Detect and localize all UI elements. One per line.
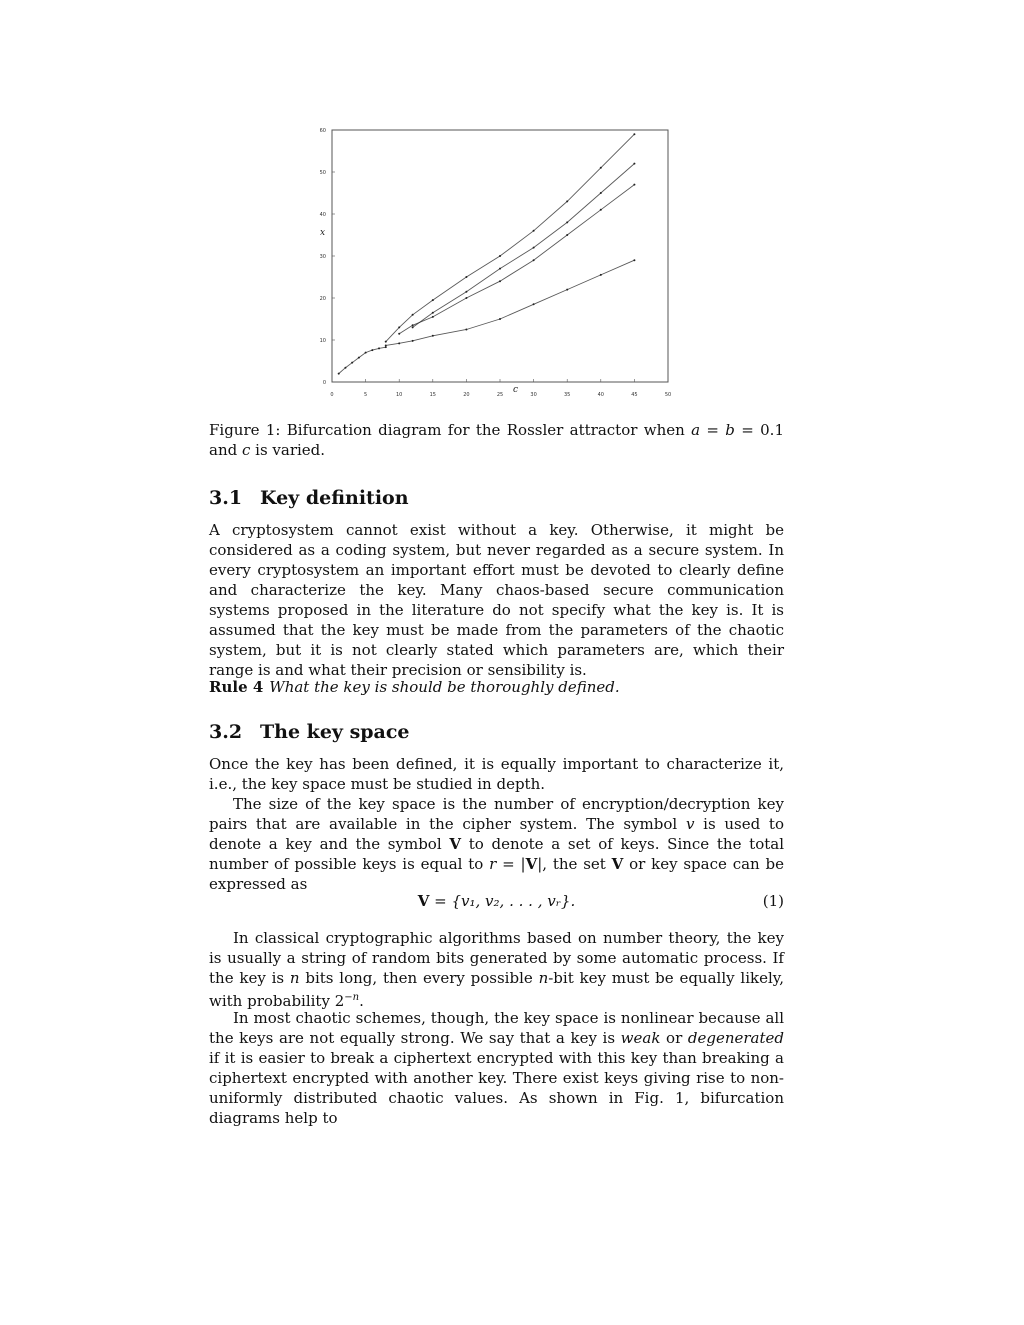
text-run: The size of the key space is the number of encryption/decryption key pairs that are available in the cipher system. The symbol: [209, 795, 784, 833]
caption-var-c: c: [241, 441, 251, 459]
rule-4: [209, 677, 784, 697]
y-axis-label: x: [320, 228, 326, 238]
data-point: [432, 299, 434, 301]
caption-eq-value: = 0.1 and: [209, 421, 784, 459]
math-bold-v: V: [525, 855, 538, 873]
branch-line-4: [413, 164, 635, 328]
text-run: to denote a set of keys. Since the total number of possible keys is equal to: [209, 835, 785, 873]
caption-text: Figure 1: Bifurcation diagram for the Rossler attractor when: [209, 421, 692, 439]
section-title: The key space: [260, 721, 410, 743]
text-run: if it is easier to break a ciphertext encrypted with this key than breaking a ciphertext encrypted with another key. There exist keys giving rise to non-uniformly distributed chaotic values. As shown in Fig. 1, bifurcation diagrams help to: [209, 1049, 784, 1127]
data-point: [499, 318, 501, 320]
data-point: [378, 347, 380, 349]
data-point: [566, 234, 568, 236]
data-point: [432, 316, 434, 318]
branch-line-1: [386, 260, 635, 345]
text-run: In most chaotic schemes, though, the key space is nonlinear because all the keys are not equally strong. We say that a key is: [209, 1009, 784, 1047]
x-axis-label: c: [513, 385, 519, 395]
paragraph-key-space-size: [209, 794, 784, 894]
equation-number: (1): [762, 892, 784, 910]
data-point: [412, 326, 414, 328]
data-point: [398, 326, 400, 328]
rule-text: What the key is should be thoroughly defined.: [269, 678, 620, 696]
data-point: [385, 344, 387, 346]
data-point: [358, 357, 360, 359]
data-points: [338, 133, 636, 374]
data-point: [344, 367, 346, 369]
y-axis-ticks: [320, 128, 335, 386]
x-tick-label: 20: [463, 392, 470, 398]
data-point: [600, 209, 602, 211]
data-point: [499, 280, 501, 282]
data-point: [351, 362, 353, 364]
text-run: .: [359, 992, 364, 1010]
paragraph-chaotic-keys: [209, 1008, 784, 1128]
data-point: [499, 255, 501, 257]
x-tick-label: 45: [631, 392, 638, 398]
data-point: [465, 276, 467, 278]
data-point: [499, 268, 501, 270]
x-tick-label: 10: [396, 392, 403, 398]
data-point: [385, 341, 387, 343]
caption-eq: =: [700, 421, 726, 439]
data-point: [600, 274, 602, 276]
paragraph-classical-keys: [209, 928, 784, 1011]
data-point: [371, 349, 373, 351]
term-weak: weak: [620, 1029, 661, 1047]
x-tick-label: 0: [330, 392, 334, 398]
data-point: [566, 289, 568, 291]
data-point: [600, 192, 602, 194]
math-bold-v: V: [611, 855, 624, 873]
bifurcation-figure: [308, 122, 678, 404]
y-tick-label: 50: [319, 170, 326, 176]
data-point: [533, 303, 535, 305]
figure-caption: [209, 420, 784, 460]
x-tick-label: 15: [429, 392, 436, 398]
section-title: Key definition: [260, 487, 409, 509]
equation-1: [209, 892, 784, 912]
data-point: [533, 259, 535, 261]
text-run: or: [660, 1029, 688, 1047]
branch-line-0: [339, 347, 386, 373]
text-run: = |: [496, 855, 526, 873]
data-point: [465, 297, 467, 299]
x-tick-label: 35: [564, 392, 571, 398]
x-tick-label: 50: [664, 392, 672, 398]
text-run: bits long, then every possible: [299, 969, 539, 987]
math-bold-v: V: [449, 835, 461, 853]
data-point: [338, 373, 340, 375]
data-point: [633, 184, 635, 186]
data-point: [633, 163, 635, 165]
math-bold-v: V: [417, 892, 430, 910]
y-tick-label: 30: [319, 254, 326, 260]
y-tick-label: 40: [319, 212, 326, 218]
data-point: [432, 312, 434, 314]
rule-label: Rule 4: [209, 678, 264, 696]
term-degenerated: degenerated: [687, 1029, 784, 1047]
caption-var-b: b: [725, 421, 735, 439]
text-run: |, the set: [537, 855, 612, 873]
data-point: [600, 167, 602, 169]
caption-tail: is varied.: [250, 441, 326, 459]
section-number: 3.2: [209, 721, 243, 743]
data-point: [633, 259, 635, 261]
data-point: [465, 329, 467, 331]
data-point: [533, 247, 535, 249]
y-tick-label: 10: [319, 338, 326, 344]
math-r: r: [489, 855, 497, 873]
text-run: -bit key must be equally likely, with probability 2: [209, 969, 785, 1010]
paragraph-key-space-intro: Once the key has been defined, it is equally important to characterize it, i.e., the key space must be studied in depth.: [209, 755, 784, 793]
math-exponent: −n: [344, 992, 360, 1003]
data-point: [398, 342, 400, 344]
y-tick-label: 0: [322, 380, 326, 386]
data-point: [412, 324, 414, 326]
y-tick-label: 60: [319, 128, 326, 134]
data-point: [412, 340, 414, 342]
equation-body: [209, 892, 784, 910]
x-tick-label: 25: [496, 392, 504, 398]
equation-set: = {v₁, v₂, . . . , vᵣ}.: [429, 892, 576, 910]
math-n: n: [538, 969, 549, 987]
y-tick-label: 20: [319, 296, 326, 302]
data-point: [566, 221, 568, 223]
x-tick-label: 40: [597, 392, 604, 398]
data-point: [365, 352, 367, 354]
data-point: [465, 291, 467, 293]
text-run: is used to denote a key and the symbol: [209, 815, 784, 853]
data-point: [533, 230, 535, 232]
data-point: [398, 333, 400, 335]
x-tick-label: 5: [364, 392, 368, 398]
section-number: 3.1: [209, 487, 243, 509]
data-point: [566, 200, 568, 202]
text-run: or key space can be expressed as: [209, 855, 784, 893]
data-point: [432, 335, 434, 337]
paragraph-key-definition: A cryptosystem cannot exist without a key. Otherwise, it might be considered as a coding system, but never regarded as a secure system. In every cryptosystem an important effort must be devoted to clearly define and characterize the key. Many chaos-based secure communication systems proposed in the literature do not specify what the key is. It is assumed that the key must be made from the parameters of the chaotic system, but it is not clearly stated which parameters are, which their range is and what their precision or sensibility is.: [209, 521, 784, 679]
section-heading-3-1: [209, 487, 784, 509]
branch-line-2: [386, 134, 635, 341]
math-v: v: [685, 815, 695, 833]
math-n: n: [289, 969, 300, 987]
data-point: [412, 314, 414, 316]
data-point: [633, 133, 635, 135]
x-tick-label: 30: [530, 392, 537, 398]
section-heading-3-2: [209, 721, 784, 743]
caption-var-a: a: [691, 421, 701, 439]
text-run: In classical cryptographic algorithms based on number theory, the key is usually a string of random bits generated by some automatic process. If the key is: [209, 929, 784, 987]
bifurcation-chart: [308, 122, 678, 404]
